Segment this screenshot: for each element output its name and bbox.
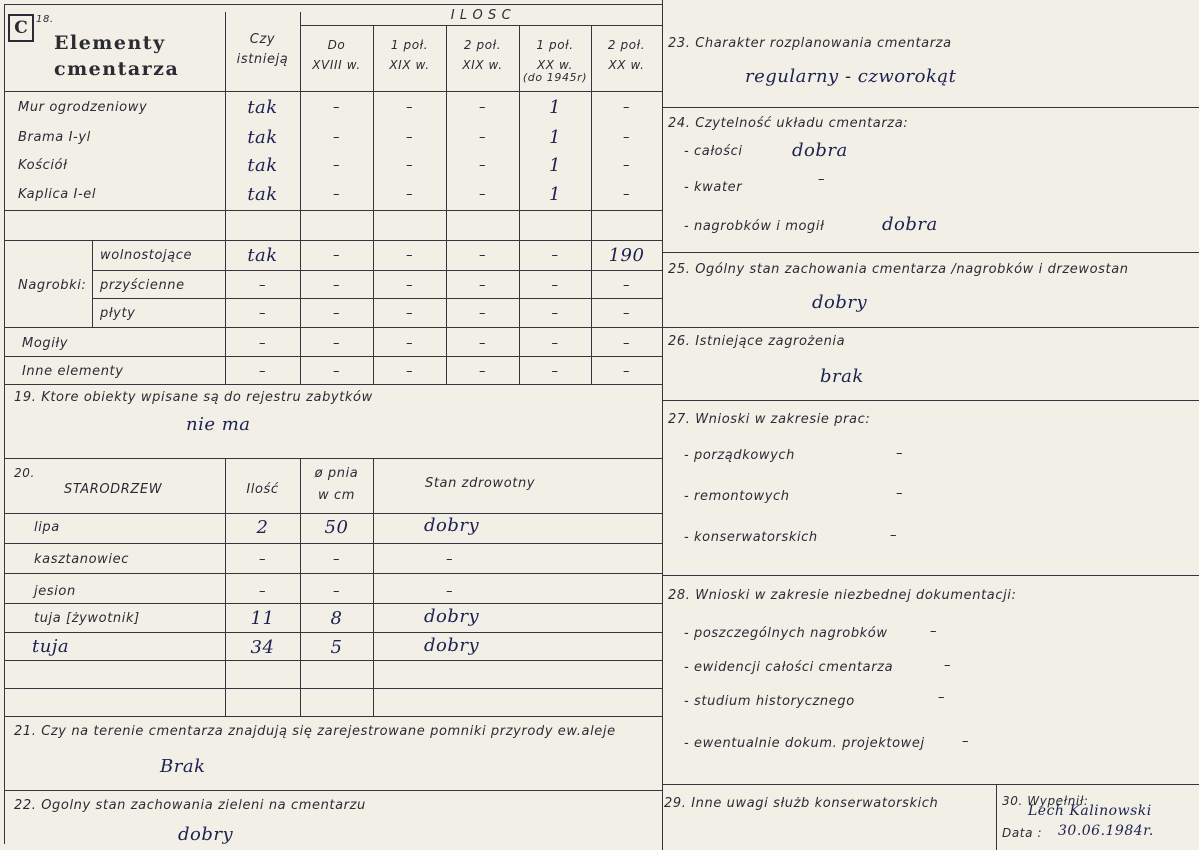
- q23-label: 23. Charakter rozplanowania cmentarza: [668, 36, 952, 51]
- q27-item-conservation: - konserwatorskich: [684, 530, 818, 545]
- q24-item-graves: - nagrobków i mogił: [684, 219, 825, 234]
- element-row-count: –: [551, 278, 559, 293]
- element-row-count: –: [478, 100, 487, 115]
- element-row-exists: –: [258, 364, 267, 379]
- tree-row-diameter: 8: [330, 608, 343, 629]
- element-row-count: –: [622, 364, 631, 379]
- element-row-count: –: [405, 336, 414, 351]
- tree-row-health: dobry: [424, 606, 480, 627]
- period-header-l3: (do 1945r): [522, 71, 588, 84]
- col-count-title: I L O S C: [450, 8, 512, 23]
- q28-dash-3: –: [938, 690, 946, 705]
- period-header-l2: XVIII w.: [312, 58, 361, 72]
- element-row-exists: tak: [247, 245, 278, 266]
- q28-item-project: - ewentualnie dokum. projektowej: [684, 736, 925, 751]
- element-row-exists: –: [258, 336, 267, 351]
- q28-item-records: - ewidencji całości cmentarza: [684, 660, 894, 675]
- tree-row-count: 11: [250, 608, 275, 629]
- element-row-exists: –: [258, 306, 267, 321]
- tree-row-name: tuja [żywotnik]: [34, 611, 140, 626]
- q27-item-repair: - remontowych: [684, 489, 790, 504]
- element-row-count: –: [405, 158, 414, 173]
- element-row-count: –: [332, 364, 341, 379]
- element-row-exists: –: [258, 278, 267, 293]
- element-row-count: –: [622, 158, 631, 173]
- tree-row-health: dobry: [424, 635, 480, 656]
- section-title-line1: Elementy: [54, 32, 166, 54]
- period-header-l1: 2 poł.: [463, 38, 502, 52]
- trees-header-name: STARODRZEW: [64, 482, 163, 497]
- q28-item-tombstones: - poszczególnych nagrobków: [684, 626, 888, 641]
- period-header-l2: XIX w.: [462, 58, 503, 72]
- q24-item-quarters: - kwater: [684, 180, 743, 195]
- element-row-count: –: [405, 278, 414, 293]
- q24-item-whole: - całości: [684, 144, 743, 159]
- element-row-label: płyty: [100, 306, 136, 321]
- q26-answer: brak: [820, 366, 864, 387]
- element-row-count: –: [332, 248, 341, 263]
- element-row-count: –: [622, 187, 631, 202]
- element-row-count: –: [405, 306, 414, 321]
- element-row-count: –: [405, 248, 414, 263]
- element-row-count: –: [332, 100, 341, 115]
- q27-label: 27. Wnioski w zakresie prac:: [668, 412, 871, 427]
- element-row-count: –: [332, 187, 341, 202]
- element-row-count: –: [551, 248, 559, 263]
- section-title-line2: cmentarza: [54, 58, 180, 80]
- tree-row-health: –: [446, 552, 454, 567]
- q25-answer: dobry: [812, 292, 868, 313]
- q19-answer: nie ma: [186, 414, 251, 435]
- q22-label: 22. Ogolny stan zachowania zieleni na cmentarzu: [14, 798, 366, 813]
- element-row-exists: tak: [247, 127, 278, 148]
- element-row-label: Kościół: [18, 158, 68, 173]
- q23-answer: regularny - czworokąt: [745, 66, 957, 87]
- element-row-count: –: [622, 278, 631, 293]
- nagrobki-label: Nagrobki:: [18, 278, 87, 293]
- element-row-count: –: [405, 130, 414, 145]
- trees-header-diam-l1: ø pnia: [314, 466, 359, 481]
- element-row-count: –: [478, 130, 487, 145]
- q26-label: 26. Istniejące zagrożenia: [668, 334, 846, 349]
- tree-row-count: 34: [250, 637, 275, 658]
- period-header-l2: XX w.: [608, 58, 645, 72]
- top-border: [4, 4, 662, 5]
- tree-row-count: 2: [256, 517, 269, 538]
- element-row-count: –: [551, 306, 559, 321]
- q21-answer: Brak: [160, 756, 206, 777]
- col-exists-l2: istnieją: [236, 52, 289, 67]
- element-row-exists: tak: [247, 97, 278, 118]
- center-divider: [662, 0, 663, 850]
- element-row-label: Mogiły: [22, 336, 69, 351]
- tree-row-name: kasztanowiec: [34, 552, 129, 567]
- element-row-count: –: [478, 306, 487, 321]
- col-exists-l1: Czy: [249, 32, 276, 47]
- element-row-label: wolnostojące: [100, 248, 193, 263]
- element-row-count: –: [622, 100, 631, 115]
- period-header-l1: 2 poł.: [607, 38, 646, 52]
- q28-dash-1: –: [930, 624, 938, 639]
- q30-date: 30.06.1984r.: [1058, 823, 1154, 839]
- element-row-count: –: [405, 100, 414, 115]
- tree-row-count: –: [258, 552, 267, 567]
- period-header-l1: Do: [327, 38, 346, 52]
- element-row-count: –: [478, 158, 487, 173]
- element-row-count: –: [551, 364, 559, 379]
- element-row-count: –: [332, 278, 341, 293]
- q29-label: 29. Inne uwagi służb konserwatorskich: [664, 796, 939, 811]
- element-row-label: Mur ogrodzeniowy: [18, 100, 148, 115]
- period-header-l2: XX w.: [536, 58, 574, 72]
- q27-item-cleanup: - porządkowych: [684, 448, 796, 463]
- element-row-count: 1: [549, 155, 561, 176]
- tree-row-health: dobry: [424, 515, 480, 536]
- tree-row-name: lipa: [34, 520, 60, 535]
- q28-label: 28. Wnioski w zakresie niezbednej dokumentacji:: [668, 588, 1017, 603]
- element-row-count: –: [332, 158, 341, 173]
- element-row-count: –: [332, 306, 341, 321]
- element-row-label: Inne elementy: [22, 364, 124, 379]
- q28-item-history: - studium historycznego: [684, 694, 855, 709]
- q19-label: 19. Ktore obiekty wpisane są do rejestru zabytków: [14, 390, 373, 405]
- period-header-l2: XIX w.: [389, 58, 430, 72]
- element-row-label: Kaplica I-el: [18, 187, 97, 202]
- q22-answer: dobry: [178, 824, 234, 845]
- q30-label: 30. Wypełnił:: [1002, 794, 1089, 808]
- element-row-count: –: [478, 364, 487, 379]
- element-row-count: –: [478, 278, 487, 293]
- element-row-count: –: [551, 336, 559, 351]
- element-row-count: –: [405, 364, 414, 379]
- trees-header-count: Ilość: [246, 482, 279, 497]
- q21-label: 21. Czy na terenie cmentarza znajdują się zarejestrowane pomniki przyrody ew.aleje: [14, 724, 616, 739]
- tree-row-diameter: –: [332, 584, 341, 599]
- q24-answer-graves: dobra: [882, 214, 938, 235]
- element-row-count: –: [478, 187, 487, 202]
- q27-dash-1: –: [896, 446, 904, 461]
- element-row-exists: tak: [247, 184, 278, 205]
- q24-answer-quarters: –: [818, 172, 826, 187]
- element-row-count: 190: [608, 245, 645, 266]
- element-row-count: –: [478, 336, 487, 351]
- element-row-exists: tak: [247, 155, 278, 176]
- q28-dash-4: –: [962, 734, 970, 749]
- section-letter-box: C: [8, 14, 34, 42]
- tree-row-name: tuja: [32, 636, 70, 657]
- element-row-label: przyścienne: [100, 278, 185, 293]
- q24-label: 24. Czytelność układu cmentarza:: [668, 116, 909, 131]
- element-row-count: 1: [549, 184, 561, 205]
- section-number: 18.: [36, 14, 54, 25]
- q25-label: 25. Ogólny stan zachowania cmentarza /nagrobków i drzewostan: [668, 262, 1129, 277]
- element-row-label: Brama I-yl: [18, 130, 91, 145]
- trees-header-health: Stan zdrowotny: [425, 476, 536, 491]
- element-row-count: –: [622, 130, 631, 145]
- element-row-count: –: [622, 336, 631, 351]
- element-row-count: –: [332, 336, 341, 351]
- period-header-l1: 1 poł.: [536, 38, 574, 52]
- element-row-count: –: [478, 248, 487, 263]
- q28-dash-2: –: [944, 658, 952, 673]
- tree-row-name: jesion: [34, 584, 76, 599]
- element-row-count: –: [332, 130, 341, 145]
- q27-dash-3: –: [890, 528, 898, 543]
- q27-dash-2: –: [896, 486, 904, 501]
- tree-row-count: –: [258, 584, 267, 599]
- left-border: [4, 4, 5, 844]
- trees-header-diam-l2: w cm: [318, 488, 355, 503]
- q30-name: Lech Kalinowski: [1028, 803, 1152, 819]
- q24-answer-whole: dobra: [792, 140, 848, 161]
- element-row-count: –: [405, 187, 414, 202]
- tree-row-health: –: [446, 584, 454, 599]
- tree-row-diameter: –: [332, 552, 341, 567]
- trees-number: 20.: [14, 466, 35, 480]
- element-row-count: 1: [549, 97, 561, 118]
- tree-row-diameter: 50: [324, 517, 349, 538]
- tree-row-diameter: 5: [330, 637, 343, 658]
- element-row-count: –: [622, 306, 631, 321]
- period-header-l1: 1 poł.: [390, 38, 429, 52]
- q30-date-label: Data :: [1002, 826, 1043, 840]
- element-row-count: 1: [549, 127, 561, 148]
